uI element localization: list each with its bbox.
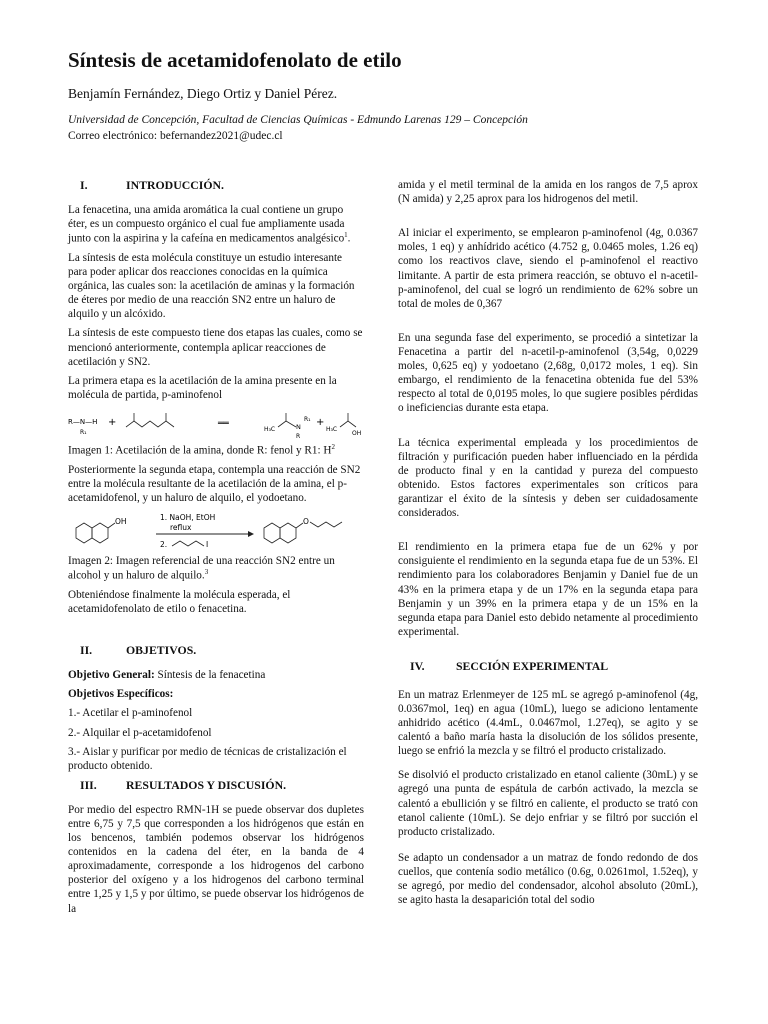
section-number: III. <box>80 777 97 792</box>
experimental-heading <box>398 659 698 674</box>
amide-structure <box>278 421 296 427</box>
section-title: SECCIÓN EXPERIMENTAL <box>456 658 609 673</box>
arrow-head <box>248 531 254 537</box>
experimental-paragraph-2: Se disolvió el producto cristalizado en etanol caliente (30mL) y se agregó una punta de espátula de carbón activado, la mezcla se calentó a ebullición y se filtró en caliente, el producto se trató con etanol caliente (10mL). Se dejo enfriar y se filtró por succión el producto cristalizado. <box>398 769 698 838</box>
r1-label: R₁ <box>304 416 311 424</box>
objective-item: 1.- Acetilar el p-aminofenol <box>68 707 193 720</box>
equilibrium-arrow: ══ <box>218 419 229 430</box>
intro-paragraph-5: Posteriormente la segunda etapa, contempla una reacción de SN2 entre la molécula resultante de la acetilación de la amina, el p-acetamidofenol, y un haluro de alquilo, el yodoetano. <box>68 463 361 505</box>
iodo-label: I <box>206 540 209 550</box>
h3c-label: H₃C <box>326 426 338 434</box>
specific-objectives-label <box>68 687 364 701</box>
oh-label: OH <box>352 430 362 438</box>
section-title: RESULTADOS Y DISCUSIÓN. <box>126 777 287 792</box>
condition-reflux: reflux <box>170 523 192 533</box>
right-column <box>398 178 698 927</box>
plus-sign: + <box>108 417 117 429</box>
intro-paragraph-6: Obteniéndose finalmente la molécula esperada, el acetamidofenolato de etilo o fenacetina. <box>68 589 291 616</box>
email: Correo electrónico: befernandez2021@udec.cl <box>68 130 283 142</box>
general-objective <box>68 668 364 682</box>
benzene-ring <box>280 523 296 543</box>
anhydride-structure <box>126 421 174 427</box>
text: La fenacetina, una amida aromática la cual contiene un grupo éter, es un compuesto orgánico el cual fue ampliamente usada junto con la aspirina y la cafeína en medicamentos analgésico <box>68 203 345 245</box>
objective-item: 2.- Alquilar el p-acetamidofenol <box>68 726 212 739</box>
figure-1-caption <box>68 443 364 458</box>
label: Objetivos Específicos: <box>68 688 174 701</box>
bond <box>296 523 303 528</box>
benzene-ring <box>264 523 280 543</box>
text: Síntesis de la fenacetina <box>154 669 266 682</box>
intro-paragraph-1 <box>68 203 364 246</box>
section-number: II. <box>80 643 93 658</box>
citation: 1 <box>344 231 348 240</box>
experimental-paragraph-3: Se adapto un condensador a un matraz de fondo redondo de dos cuellos, que contenía sodio metálico (0.6g, 0.0261mol, 1.52eq), y se agregó, por medio del condensador, alcohol absoluto (20mL), se agito hasta la desaparición total del sodio <box>398 851 698 907</box>
section-number: I. <box>80 178 88 192</box>
plus-sign: + <box>316 417 325 429</box>
reaction-scheme-1 <box>68 407 364 441</box>
results-paragraph-1: Por medio del espectro RMN-1H se puede observar dos dupletes entre 6,75 y 7,5 que corresponden a los hidrógenos que están en los bencenos, también podemos observar los hidrógenos contenidos en la cadena del éter, en la banda de 4 aproximadamente, corresponde a los hidrogenos del carbono posterior del oxígeno y a los hidrogenos del carbono terminal entre 1,25 y 1,5 y por último, se puede observar los hidrógenos de la <box>68 803 364 915</box>
experimental-paragraph-1: En un matraz Erlenmeyer de 125 mL se agregó p-aminofenol (4g, 0.0367mol, 1eq) en agua (10mL), luego se adiciono lentamente anhidrido acético (4.4mL, 0.0467mol, 1.27eq), se agito y se calentó a baño maría hasta la disolución de los sólidos presente, luego se enfrió la mezcla y se filtró el producto cristalizado. <box>398 688 698 758</box>
affiliation: Universidad de Concepción, Facultad de Ciencias Químicas - Edmundo Larenas 129 – Concepción <box>68 114 528 126</box>
results-paragraph-2: Al iniciar el experimento, se emplearon p-aminofenol (4g, 0.0367 moles, 1 eq) y anhídrido acético (4.752 g, 0.0465 moles, 1.26 eq) como los reactivos clave, siendo el p-aminofenol el reactivo limitante. A partir de esta primera reacción, se obtuvo el n-acetil-p-aminofenol, del cual se logró un rendimiento de 62% sobre un total de moles de 0,367 <box>398 227 698 310</box>
figure-2-caption <box>68 554 364 583</box>
text: Imagen 2: Imagen referencial de una reacción SN2 entre un alcohol y un haluro de alquilo. <box>68 555 335 583</box>
acetic-acid-structure <box>340 421 356 427</box>
paper-title: Síntesis de acetamidofenolato de etilo <box>68 48 402 72</box>
results-paragraph-4: La técnica experimental empleada y los procedimientos de filtración y purificación pueden haber influenciado en la pérdida de producto final y en la cantidad y pureza del compuesto obtenido. Estos factores experimentales son críticos para garantizar el éxito de la síntesis y deben ser cuidadosamente considerados. <box>398 436 698 520</box>
results-paragraph-5: El rendimiento en la primera etapa fue de un 62% y por consiguiente el rendimiento en la segunda etapa fue de un 53%. El rendimiento para los colaboradores Benjamin y Daniel fue de un 43% en la primera etapa y de un 17% en la segunda etapa para Benjamin y un 39% en la primera etapa y de un 15% en la segunda etapa para Daniel esto debido netamente al procedimiento experimental. <box>398 541 698 638</box>
label: Objetivo General: <box>68 669 155 682</box>
r-label: R <box>296 433 301 441</box>
objectives-heading <box>68 643 364 658</box>
alkyl-chain <box>172 541 204 546</box>
r1-label: R₁ <box>80 429 87 437</box>
results-paragraph-3: En una segunda fase del experimento, se procedió a sintetizar la Fenacetina a partir del n-acetil-p-aminofenol (3,54g, 0,0229 moles, 0,625 eq) y yodoetano (2,68g, 0,0172 moles, 1 eq). Sin embargo, el rendimiento de la fenacetina obtenida fue del 53% respecto al total de 0,0195 moles, lo que sugiere posibles pérdidas o ineficiencias durante esta etapa. <box>398 331 698 415</box>
oh-label: OH <box>115 517 127 527</box>
ether-chain <box>310 522 342 527</box>
citation: 2 <box>331 443 335 452</box>
condition-1: 1. NaOH, EtOH <box>160 513 216 523</box>
oxygen-label: O <box>303 517 309 527</box>
objective-item: 3.- Aislar y purificar por medio de técnicas de cristalización el producto obtenido. <box>68 745 347 772</box>
section-title: OBJETIVOS. <box>126 643 197 658</box>
condition-2: 2. <box>160 540 168 550</box>
bond <box>108 523 115 528</box>
section-title: INTRODUCCIÓN. <box>126 178 224 192</box>
benzene-ring <box>76 523 92 543</box>
intro-paragraph-2: La síntesis de esta molécula constituye un estudio interesante para poder aplicar dos reacciones conocidas en la química orgánica, las cuales son: la acetilación de aminas y la formación de éteres por medio de una reacción SN2 entre un haluro de alquilo y un alcóxido. <box>68 251 355 321</box>
text: . <box>347 232 351 245</box>
section-number: IV. <box>410 658 425 673</box>
text: Imagen 1: Acetilación de la amina, donde R: fenol y R1: H <box>68 444 332 457</box>
amine-label: R—N—H <box>68 418 98 427</box>
left-column <box>68 178 364 921</box>
intro-paragraph-4: La primera etapa es la acetilación de la amina presente en la molécula de partida, p-aminofenol <box>68 374 337 401</box>
intro-paragraph-3: La síntesis de este compuesto tiene dos etapas las cuales, como se mencionó anteriormente, contempla aplicar reacciones de acetilación y SN2. <box>68 327 363 368</box>
results-paragraph-1-continued: amida y el metil terminal de la amida en los rangos de 7,5 aprox (N amida) y 2,25 aprox para los hidrogenos del metil. <box>398 179 698 206</box>
reaction-scheme-2 <box>68 510 364 552</box>
intro-heading <box>68 178 364 193</box>
citation: 3 <box>204 568 209 577</box>
n-label: N <box>296 423 301 432</box>
results-heading <box>68 778 364 793</box>
h3c-label: H₃C <box>264 426 276 434</box>
benzene-ring <box>92 523 108 543</box>
authors: Benjamín Fernández, Diego Ortiz y Daniel Pérez. <box>68 86 338 101</box>
